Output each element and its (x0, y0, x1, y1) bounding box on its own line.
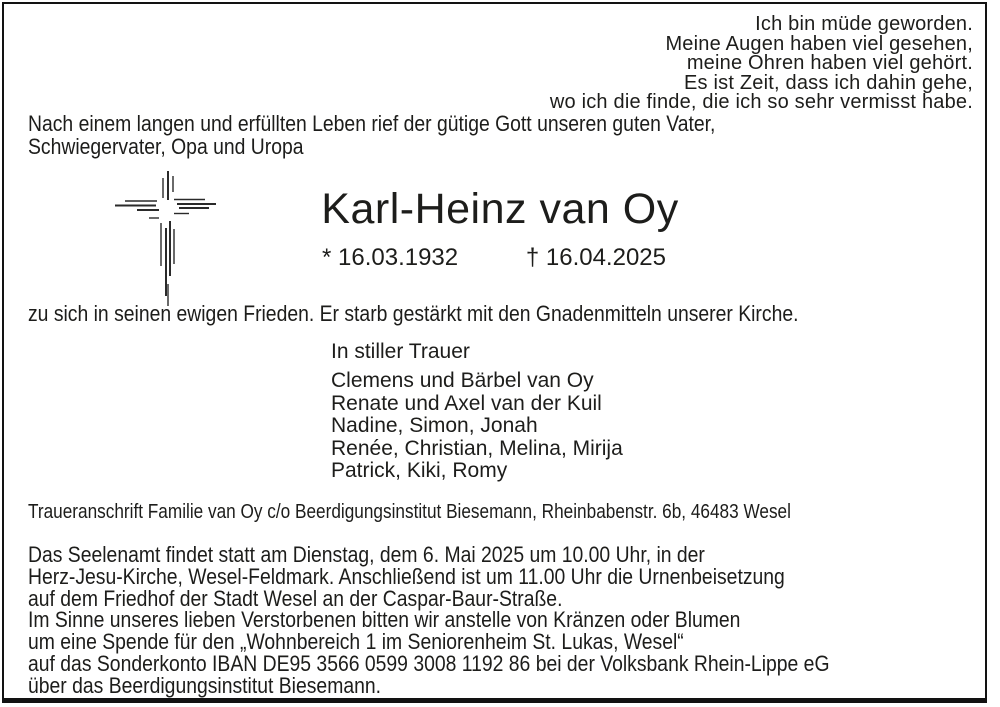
service-info-line: um eine Spende für den „Wohnbereich 1 im Seniorenheim St. Lukas, Wesel“ (28, 629, 684, 655)
mourning-address: Traueranschrift Familie van Oy c/o Beerdigungsinstitut Biesemann, Rheinbabenstr. 6b, 46483 Wesel (28, 501, 791, 523)
deceased-name: Karl-Heinz van Oy (321, 185, 679, 233)
intro-text (28, 112, 715, 158)
service-info-line: Herz-Jesu-Kirche, Wesel-Feldmark. Anschließend ist um 11.00 Uhr die Urnenbeisetzung (28, 563, 785, 589)
service-info (28, 544, 830, 697)
memorial-verse-line: wo ich die finde, die ich so sehr vermisst habe. (549, 91, 973, 113)
mourner-name: Renée, Christian, Melina, Mirija (331, 436, 623, 460)
mourner-name: Clemens und Bärbel van Oy (331, 369, 594, 392)
life-dates (322, 245, 666, 270)
memorial-verse-line: Ich bin müde geworden. (755, 13, 973, 35)
death-date: † 16.04.2025 (525, 244, 666, 271)
service-info-line: auf das Sonderkonto IBAN DE95 3566 0599 3008 1192 86 bei der Volksbank Rhein-Lippe eG (28, 650, 830, 676)
memorial-verse-line: Meine Augen haben viel gesehen, (665, 32, 973, 55)
intro-text-line: Nach einem langen und erfüllten Leben rief der gütige Gott unseren guten Vater, (28, 111, 716, 136)
condolence-text: zu sich in seinen ewigen Frieden. Er starb gestärkt mit den Gnadenmitteln unserer Kirche. (28, 301, 799, 326)
service-info-line: auf dem Friedhof der Stadt Wesel an der Caspar-Baur-Straße. (28, 585, 563, 611)
intro-text-line: Schwiegervater, Opa und Uropa (28, 134, 304, 159)
birth-date: * 16.03.1932 (322, 244, 459, 271)
service-info-line: Das Seelenamt findet statt am Dienstag, dem 6. Mai 2025 um 10.00 Uhr, in der (28, 542, 705, 567)
mourning-label: In stiller Trauer (331, 340, 470, 363)
service-info-line: Im Sinne unseres lieben Verstorbenen bitten wir anstelle von Kränzen oder Blumen (28, 607, 741, 633)
service-info-line: über das Beerdigungsinstitut Biesemann. (28, 672, 382, 698)
mourner-name: Patrick, Kiki, Romy (331, 459, 508, 483)
mourners-list (331, 370, 623, 483)
memorial-verse-line: Es ist Zeit, dass ich dahin gehe, (684, 71, 973, 94)
memorial-verse (550, 15, 973, 113)
mourner-name: Renate und Axel van der Kuil (331, 391, 602, 415)
mourner-name: Nadine, Simon, Jonah (331, 414, 538, 438)
memorial-verse-line: meine Ohren haben viel gehört. (686, 52, 973, 74)
